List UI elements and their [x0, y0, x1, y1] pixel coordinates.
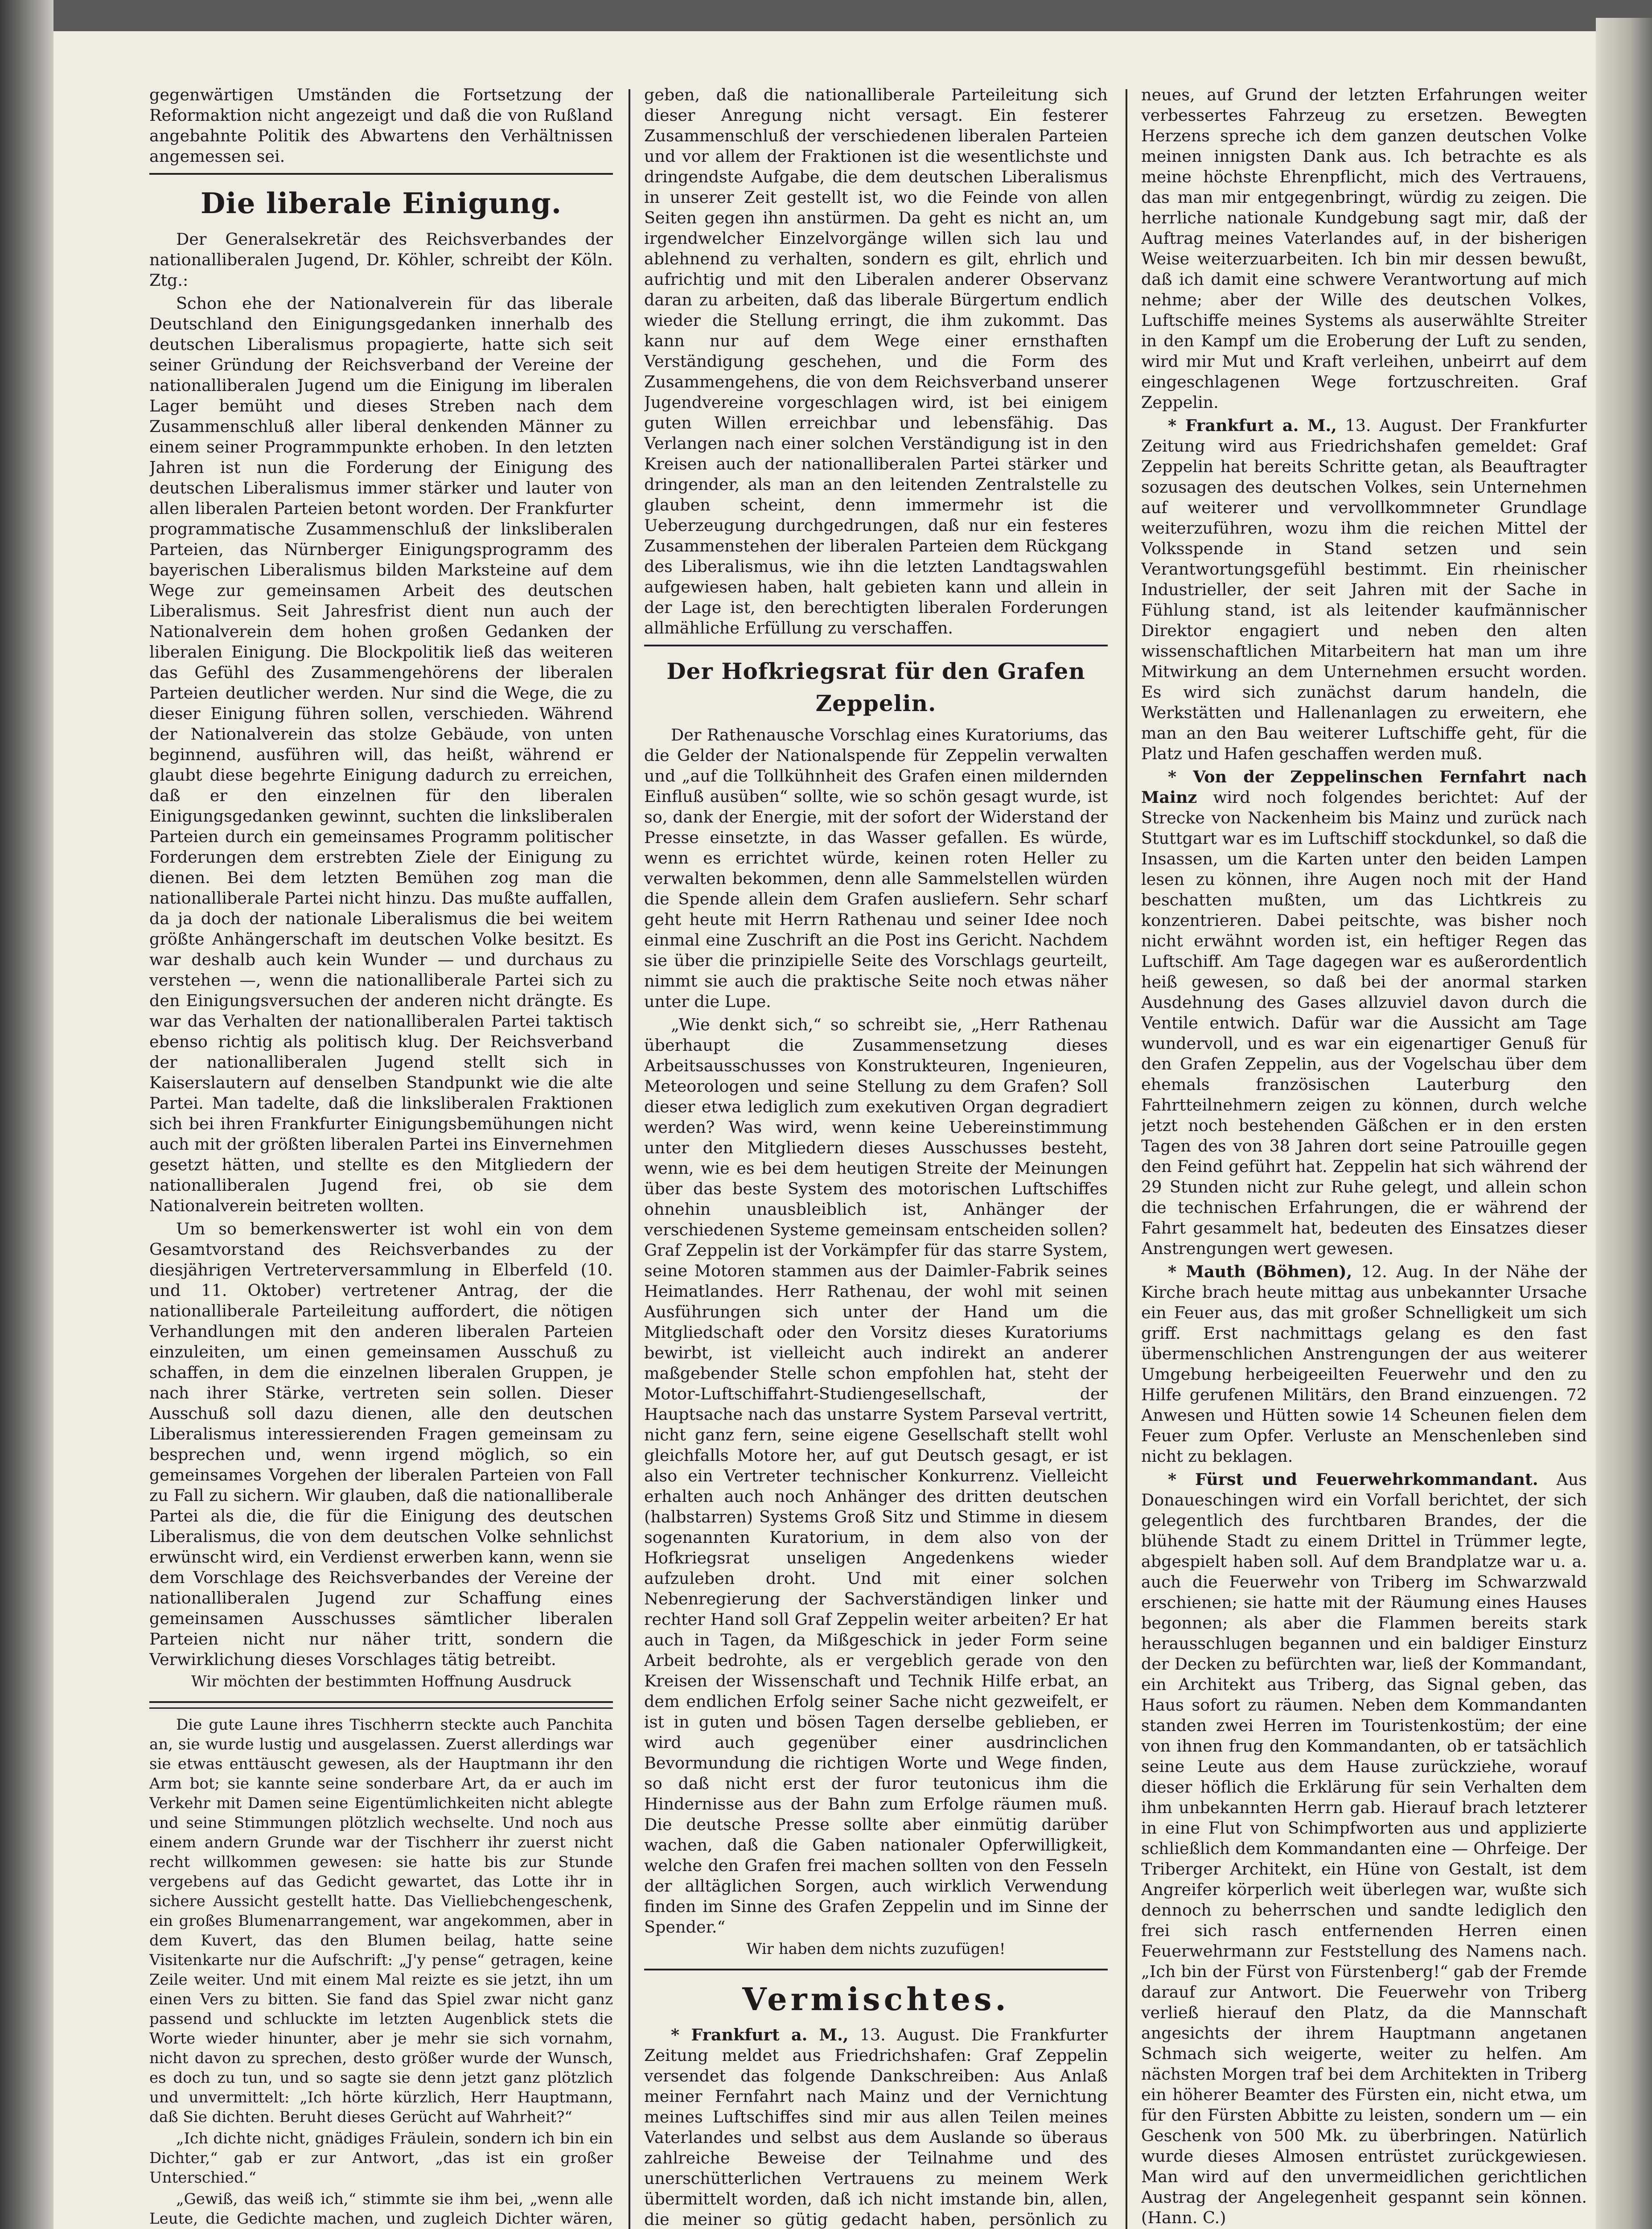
column-rule	[629, 89, 630, 2229]
news-item: 12. Aug. In der Nähe der Kirche brach heute mittag aus unbekannter Ursache ein Feuer aus, das mit großer Schnelligkeit um sich griff. Erst nachmittags gelang es den fast übermenschlichen Anstrengungen der aus weiterer Umgebung herbeigeeilten Feuerwehr und den zu Hilfe gerufenen Militärs, den Brand einzuengen. 72 Anwesen und Hütten sowie 14 Scheunen fielen dem Feuer zum Opfer. Verluste an Menschenleben sind nicht zu beklagen.	[1141, 1262, 1587, 1466]
serial-paragraph: Die gute Laune ihres Tischherrn steckte auch Panchita an, sie wurde lustig und ausgelassen. Zuerst allerdings war sie etwas enttäuscht gewesen, als der Hauptmann ihr den Arm bot; sie kannte seine sonderbare Art, da er auch im Verkehr mit Damen seine Eigentümlichkeiten nicht ablegte und seine Stimmungen plötzlich wechselte. Und noch aus einem andern Grunde war der Tischherr ihr zuerst nicht recht willkommen gewesen: sie hatte bis zur Stunde vergebens auf das Gedicht gewartet, das Lotte ihr in sichere Aussicht gestellt hatte. Das Vielliebchengeschenk, ein großes Blumenarrangement, war angekommen, aber in dem Kuvert, das den Blumen beilag, hatte seine Visitenkarte nur die Aufschrift: „J'y pense“ getragen, keine Zeile weiter. Und mit einem Mal reizte es sie jetzt, ihn um einen Vers zu bitten. Sie fand das Spiel zwar nicht ganz passend und schluckte im letzten Augenblick stets die Worte wieder hinunter, aber je mehr sie sich vornahm, nicht davon zu sprechen, desto größer wurde der Wunsch, es doch zu tun, und so sagte sie denn jetzt ganz plötzlich und unvermittelt: „Ich hörte kürzlich, Herr Hauptmann, daß Sie dichten. Beruht dieses Gerücht auf Wahrheit?“	[149, 1716, 613, 2126]
dateline: * Frankfurt a. M.,	[671, 2025, 849, 2044]
news-item: 13. August. Die Frankfurter Zeitung meldet aus Friedrichshafen: Graf Zeppelin versendet das folgende Dankschreiben: Aus Anlaß meiner Fernfahrt nach Mainz und der Vernichtung meines Luftschiffes sind mir aus allen Teilen meines Vaterlandes und selbst aus dem Auslande so überaus zahlreiche Beweise der Teilnahme und des unerschütterlichen Vertrauens zu meinem Werk übermittelt worden, daß ich nicht imstande bin, allen, die meiner so gütig gedacht haben, persönlich zu	[644, 2025, 1108, 2229]
closing-line: Wir möchten der bestimmten Hoffnung Ausdruck	[191, 1673, 571, 1690]
column-3	[1141, 85, 1587, 2229]
dateline: * Fürst und Feuerwehrkommandant.	[1168, 1470, 1538, 1489]
paragraph: „Wie denkt sich,“ so schreibt sie, „Herr Rathenau überhaupt die Zusammensetzung dieses Arbeitsausschusses von Konstrukteuren, Ingenieuren, Meteorologen und seine Stellung zu dem Grafen? Soll dieser etwa lediglich zum exekutiven Organ degradiert werden? Was wird, wenn keine Uebereinstimmung unter den Mitgliedern dieses Ausschusses besteht, wenn, wie es bei dem heutigen Streite der Meinungen über das beste System des motorischen Luftschiffes ohnehin unausbleiblich ist, Anhänger der verschiedenen Systeme gemeinsam entscheiden sollen? Graf Zeppelin ist der Vorkämpfer für das starre System, seine Motoren stammen aus der Daimler-Fabrik seines Heimatlandes. Herr Rathenau, der wohl mit seinen Ausführungen sich unter der Hand um die Mitgliedschaft oder den Vorsitz dieses Kuratoriums bewirbt, ist vielleicht auch indirekt an anderer maßgebender Stelle schon empfohlen hat, steht der Motor-Luftschiffahrt-Studiengesellschaft, der Hauptsache nach das unstarre System Parseval vertritt, nicht ganz fern, seine eigene Gesellschaft stellt wohl gleichfalls Motore her, auf gut Deutsch gesagt, er ist also ein Vertreter technischer Konkurrenz. Vielleicht erhalten auch noch Anhänger des dritten deutschen (halbstarren) Systems Groß Sitz und Stimme in diesem sogenannten Kuratorium, in dem also von der Hofkriegsrat unseligen Angedenkens wieder aufzuleben droht. Und mit einer solchen Nebenregierung der Sachverständigen linker und rechter Hand soll Graf Zeppelin weiter arbeiten? Er hat auch in Tagen, da Mißgeschick in jeder Form seine Arbeit bedrohte, als er vergeblich gerade von den Kreisen der Wissenschaft und Technik Hilfe erbat, an dem endlichen Erfolg seiner Sache nicht gezweifelt, er ist in guten und bösen Tagen derselbe geblieben, er wird auch gegenüber einer ausdrinclichen Bevormundung die richtigen Worte und Wege finden, so daß nicht erst der furor teutonicus ihm die Hindernisse aus der Bahn zum Erfolge räumen muß. Die deutsche Presse sollte aber einmütig darüber wachen, daß die Gaben nationaler Opferwilligkeit, welche den Grafen frei machen sollten von den Fesseln der alltäglichen Sorgen, auch wirklich Verwendung finden im Sinne des Grafen Zeppelin und im Sinne der Spender.“	[644, 1015, 1108, 1937]
paragraph: Schon ehe der Nationalverein für das liberale Deutschland den Einigungsgedanken innerhalb des deutschen Liberalismus propagierte, hatte sich seit seiner Gründung der Reichsverband der Vereine der nationalliberalen Jugend um die Einigung im liberalen Lager bemüht und dieses Streben nach dem Zusammenschluß aller liberal denkenden Männer zu einem seiner Programmpunkte erhoben. In den letzten Jahren ist nun die Forderung der Einigung des deutschen Liberalismus immer stärker und lauter von allen liberalen Parteien betont worden. Der Frankfurter programmatische Zusammenschluß der linksliberalen Parteien, das Nürnberger Einigungsprogramm des bayerischen Liberalismus bilden Marksteine auf dem Wege zur gemeinsamen Arbeit des deutschen Liberalismus. Seit Jahresfrist dient nun auch der Nationalverein dem hohen großen Gedanken der liberalen Einigung. Die Blockpolitik ließ das weiteren das Gefühl des Zusammengehörens der liberalen Parteien deutlicher werden. Nur sind die Wege, die zu dieser Einigung führen sollen, verschieden. Während der Nationalverein das stolze Gebäude, von unten beginnend, ausführen will, das heißt, während er glaubt diese begehrte Einigung dadurch zu erreichen, daß er den einzelnen für den liberalen Einigungsgedanken gewinnt, suchten die linksliberalen Parteien durch ein gemeinsames Programm politischer Forderungen dem erstrebten Ziele der Einigung zu dienen. Bei dem letzten Bemühen zog man die nationalliberale Partei nicht hinzu. Das mußte auffallen, da ja doch der nationale Liberalismus die bei weitem größte Anhängerschaft im deutschen Volke besitzt. Es war deshalb auch kein Wunder — und durchaus zu verstehen —, wenn die nationalliberale Partei sich zu den Einigungsversuchen der anderen nicht drängte. Es war das Verhalten der nationalliberalen Partei taktisch ebenso richtig als politisch klug. Der Reichsverband der nationalliberalen Jugend stellt sich in Kaiserslautern auf denselben Standpunkt wie die alte Partei. Man tadelte, daß die linksliberalen Fraktionen sich bei ihren Frankfurter Einigungsbemühungen nicht auch mit der größten liberalen Partei ins Einvernehmen gesetzt hätten, und stellte es den Mitgliedern der nationalliberalen Jugend frei, ob sie dem Nationalverein beitreten wollten.	[149, 294, 613, 1215]
headline-hofkriegsrat: Der Hofkriegsrat für den Grafen Zeppelin.	[666, 658, 1085, 716]
column-1	[149, 85, 613, 2229]
headline-vermischtes: Vermischtes.	[742, 1981, 1010, 2018]
column-rule	[1126, 89, 1127, 2229]
page-edge	[1596, 18, 1652, 2229]
news-item: wird noch folgendes berichtet: Auf der Strecke von Nackenheim bis Mainz und zurück nach Stuttgart war es im Luftschiff stockdunkel, so daß die Insassen, um die Karten unter den beiden Lampen lesen zu können, ihre Augen noch mit der Hand beschatten mußten, um das Lichtkreis zu konzentrieren. Dabei peitschte, was bisher noch nicht erwähnt worden ist, ein heftiger Regen das Luftschiff. Am Tage dagegen war es außerordentlich heiß gewesen, so daß bei der anormal starken Ausdehnung des Gases allzuviel davon durch die Ventile entwich. Dafür war die Aussicht am Tage wundervoll, und es war ein eigenartiger Genuß für den Grafen Zeppelin, aus der Vogelschau über dem ehemals französischen Lauterburg den Fahrtteilnehmern zeigen zu können, durch welche jetzt noch bestehenden Gäßchen er in den ersten Tagen des von 38 Jahren dort seine Patrouille gegen den Feind geführt hat. Zeppelin hat sich während der 29 Stunden nicht zur Ruhe gelegt, und allein schon die technischen Erfahrungen, die er während der Fahrt gesammelt hat, bedeuten des Einsatzes dieser Anstrengungen wert gewesen.	[1141, 788, 1587, 1258]
news-item: Aus Donaueschingen wird ein Vorfall berichtet, der sich gelegentlich des furchtbaren Brandes, der die blühende Stadt zu einem Drittel in Trümmer legte, abgespielt haben soll. Auf dem Brandplatze war u. a. auch die Feuerwehr von Triberg im Schwarzwald erschienen; sie hatte mit der Räumung eines Hauses begonnen; als aber die Flammen bereits stark herausschlugen begannen und ein baldiger Einsturz der Decken zu befürchten war, ließ der Kommandant, ein Architekt aus Triberg, das Signal geben, das Haus sofort zu räumen. Neben dem Kommandanten standen zwei Herren im Touristenkostüm; der eine von ihnen frug den Kommandanten, ob er tatsächlich seine Leute aus dem Hause zurückziehe, worauf dieser höflich die Erklärung für sein Verhalten dem ihm unbekannten Herrn gab. Hierauf brach letzterer in eine Flut von Schimpfworten aus und applizierte schließlich dem Kommandanten eine — Ohrfeige. Der Triberger Architekt, ein Hüne von Gestalt, ist dem Angreifer körperlich weit überlegen war, wußte sich dennoch zu beherrschen und sandte lediglich den frei sich rasch entfernenden Herren einen Feuerwehrmann zur Feststellung des Namens nach. „Ich bin der Fürst von Fürstenberg!“ gab der Fremde darauf zur Antwort. Die Feuerwehr von Triberg verließ hierauf den Platz, da die Mannschaft angesichts der ihrem Hauptmann angetanen Schmach sich weigerte, weiter zu helfen. Am nächsten Morgen traf bei dem Architekten in Triberg ein höherer Beamter des Fürsten ein, nicht etwa, um für den Fürsten Abbitte zu leisten, sondern um — ein Geschenk von 500 Mk. zu überbringen. Natürlich wurde dieses Almosen entrüstet zurückgewiesen. Man wird auf den unvermeidlichen gerichtlichen Austrag der Angelegenheit gespannt sein können. (Hann. C.)	[1141, 1470, 1587, 2227]
closing-line: Wir haben dem nichts zuzufügen!	[746, 1940, 1006, 1958]
serial-paragraph: „Ich dichte nicht, gnädiges Fräulein, sondern ich bin ein Dichter,“ gab er zur Antwort, „das ist ein großer Unterschied.“	[149, 2130, 613, 2187]
paragraph: Der Generalsekretär des Reichsverbandes der nationalliberalen Jugend, Dr. Köhler, schreibt der Köln. Ztg.:	[149, 230, 613, 290]
serial-paragraph: „Gewiß, das weiß ich,“ stimmte sie ihm bei, „wenn alle Leute, die Gedichte machen, und zugleich Dichter wären,	[149, 2190, 613, 2228]
section-rule	[644, 645, 1108, 646]
feuilleton-rule	[149, 1701, 613, 1709]
article-continuation: neues, auf Grund der letzten Erfahrungen weiter verbessertes Fahrzeug zu ersetzen. Bewegten Herzens spreche ich dem ganzen deutschen Volke meinen innigsten Dank aus. Ich betrachte es als meine höchste Ehrenpflicht, mich des Vertrauens, das man mir entgegenbringt, würdig zu zeigen. Die herrliche nationale Kundgebung sagt mir, daß der Auftrag meines Vaterlandes auf, in der bisherigen Weise weiterzuarbeiten. Ich bin mir dessen bewußt, daß ich damit eine schwere Verantwortung auf mich nehme; aber der Wille des deutschen Volkes, Luftschiffe meines Systems als auserwählte Streiter in den Kampf um die Eroberung der Luft zu senden, wird mir Mut und Kraft verleihen, unbeirrt auf dem eingeschlagenen Wege fortzuschreiten. Graf Zeppelin.	[1141, 85, 1587, 412]
paragraph: Um so bemerkenswerter ist wohl ein von dem Gesamtvorstand des Reichsverbandes zu der diesjährigen Vertreterversammlung in Elberfeld (10. und 11. Oktober) vertretener Antrag, der die nationalliberale Parteileitung auffordert, die nötigen Verhandlungen mit den anderen liberalen Parteien einzuleiten, um einen gemeinsamen Ausschuß zu schaffen, in dem die einzelnen liberalen Gruppen, je nach ihrer Stärke, vertreten sein sollen. Dieser Ausschuß soll dazu dienen, alle den deutschen Liberalismus interessierenden Fragen gemeinsam zu besprechen und, wenn irgend möglich, so ein gemeinsames Vorgehen der liberalen Parteien von Fall zu Fall zu sichern. Wir glauben, daß die nationalliberale Partei als die, die für die Einigung des deutschen Liberalismus, die von dem deutschen Volke sehnlichst erwünscht wird, ein Verdienst erwerben kann, wenn sie dem Vorschlage des Reichsverbandes der Vereine der nationalliberalen Jugend zur Schaffung eines gemeinsamen Ausschusses sämtlicher liberalen Parteien nicht nur näher tritt, sondern die Verwirklichung dieses Vorschlages tätig betreibt.	[149, 1219, 613, 1669]
news-item: 13. August. Der Frankfurter Zeitung wird aus Friedrichshafen gemeldet: Graf Zeppelin hat bereits Schritte getan, als Beauftragter sozusagen des deutschen Volkes, sein Unternehmen auf weiterer und vervollkommneter Grundlage weiterzuführen, wozu ihm die reichen Mittel der Volksspende in Stand setzen und sein Verantwortungsgefühl bestimmt. Ein rheinischer Industrieller, der seit Jahren mit der Sache in Fühlung stand, ist als leitender kaufmännischer Direktor engagiert und neben den alten wissenschaftlichen Mitarbeitern hat man um ihre Mitwirkung an dem Unternehmen ersucht worden. Es wird sich zunächst darum handeln, die Werkstätten und Hallenanlagen zu erweitern, ehe man an den Bau weiterer Luftschiffe geht, für die Platz und Hafen geschaffen werden muß.	[1141, 416, 1587, 763]
section-rule	[644, 1969, 1108, 1970]
dateline: * Von der Zeppelinschen Fernfahrt nach Mainz	[1141, 767, 1587, 807]
paragraph: Der Rathenausche Vorschlag eines Kuratoriums, das die Gelder der Nationalspende für Zeppelin verwalten und „auf die Tollkühnheit des Grafen einen mildernden Einfluß ausüben“ sollte, wie so schön gesagt wurde, ist so, dank der Energie, mit der sofort der Widerstand der Presse einsetzte, in das Wasser gefallen. Es würde, wenn es errichtet würde, keinen roten Heller zu verwalten bekommen, denn alle Sammelstellen würden die Spende allein dem Grafen ausliefern. Sehr scharf geht heute mit Herrn Rathenau und seiner Idee noch einmal eine Zuschrift an die Post ins Gericht. Nachdem sie über die prinzipielle Seite des Vorschlags geurteilt, nimmt sie auch die praktische Seite noch etwas näher unter die Lupe.	[644, 725, 1108, 1011]
newspaper-page	[53, 31, 1596, 2229]
article-continuation: gegenwärtigen Umständen die Fortsetzung der Reformaktion nicht angezeigt und daß die von Rußland angebahnte Politik des Abwartens den Verhältnissen angemessen sei.	[149, 85, 613, 166]
section-rule	[149, 173, 613, 175]
binding-edge	[0, 0, 53, 2229]
dateline: * Frankfurt a. M.,	[1168, 416, 1337, 435]
article-continuation: geben, daß die nationalliberale Parteileitung sich dieser Anregung nicht versagt. Ein festerer Zusammenschluß der verschiedenen liberalen Parteien und vor allem der Fraktionen ist die wesentlichste und dringendste Aufgabe, die dem deutschen Liberalismus in unserer Zeit gestellt ist, wo die Feinde von allen Seiten gegen ihn anstürmen. Da geht es nicht an, um irgendwelcher Einzelvorgänge willen sich lau und ablehnend zu verhalten, sondern es gilt, ehrlich und aufrichtig und mit den Liberalen anderer Observanz daran zu arbeiten, daß das liberale Bürgertum endlich wieder die Stellung erringt, die ihm zukommt. Das kann nur auf dem Wege einer ernsthaften Verständigung geschehen, und die Form des Zusammengehens, die von dem Reichsverband unserer Jugendvereine vorgeschlagen wird, ist bei einigem guten Willen erreichbar und lebensfähig. Das Verlangen nach einer solchen Verständigung ist in den Kreisen auch der nationalliberalen Partei stärker und dringender, als man an den leitenden Zentralstelle zu glauben scheint, denn immermehr ist die Ueberzeugung durchgedrungen, daß nur ein festeres Zusammenstehen der liberalen Parteien dem Rückgang des Liberalismus, wie ihn die letzten Landtagswahlen aufgewiesen haben, halt gebieten kann und allein in der Lage ist, den berechtigten liberalen Forderungen allmähliche Erfüllung zu verschaffen.	[644, 85, 1108, 637]
dateline: * Mauth (Böhmen),	[1168, 1262, 1352, 1281]
column-2	[644, 85, 1108, 2229]
headline-liberale-einigung: Die liberale Einigung.	[200, 187, 562, 220]
